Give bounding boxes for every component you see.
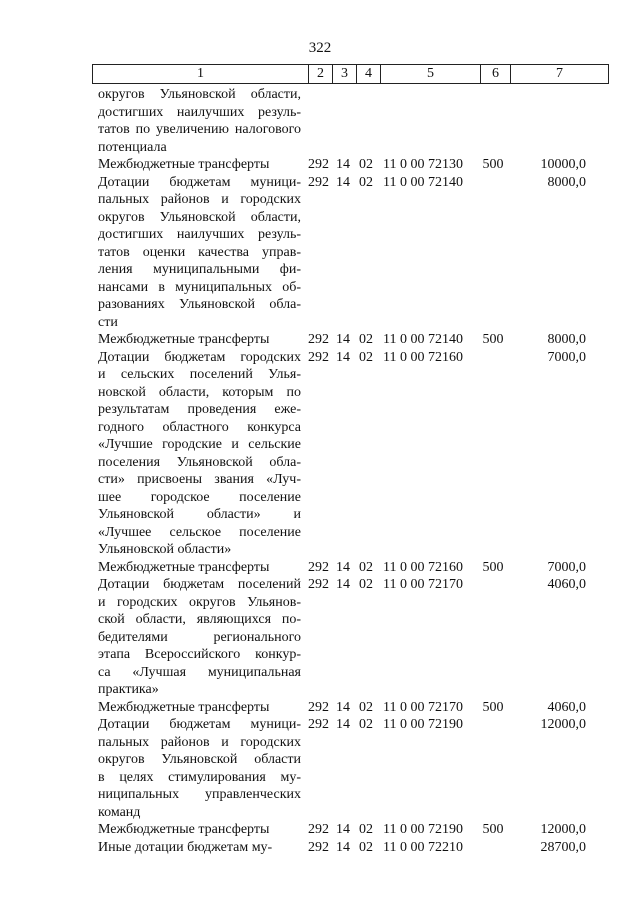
description-line: ниципальных управленческих	[98, 787, 301, 802]
row-col2: 292	[308, 839, 329, 855]
row-description	[98, 576, 301, 699]
row-col5: 11 0 00 72210	[383, 839, 463, 855]
row-col2: 292	[308, 559, 329, 575]
description-line: Дотации бюджетам муници-	[98, 174, 301, 190]
description-line: Дотации бюджетам поселений	[98, 577, 301, 592]
row-col4: 02	[359, 577, 373, 592]
row-col5: 11 0 00 72170	[383, 577, 463, 592]
row-col2: 292	[308, 577, 329, 592]
row-col3: 14	[336, 839, 350, 855]
row-col2: 292	[308, 822, 329, 837]
page-number: 322	[308, 40, 332, 56]
row-col3: 14	[336, 332, 350, 347]
description-line: этапа Всероссийского конкур-	[98, 647, 301, 662]
row-col4: 02	[359, 839, 373, 855]
row-col4: 02	[359, 822, 373, 837]
description-line: «Лучшее сельское поселение	[98, 524, 301, 540]
row-col2: 292	[308, 174, 329, 190]
row-col3: 14	[336, 577, 350, 592]
row-col6: 500	[482, 332, 504, 347]
description-line: ления муниципальными фи-	[98, 262, 301, 277]
description-line: сти	[98, 314, 118, 330]
row-col4: 02	[359, 332, 373, 347]
description-line: достигших наилучших резуль-	[98, 104, 301, 120]
row-col2: 292	[308, 332, 329, 347]
description-line: практика»	[98, 682, 159, 697]
description-line: и городских округов Ульянов-	[98, 594, 301, 610]
row-col4: 02	[359, 157, 373, 172]
description-line: достигших наилучших резуль-	[98, 227, 301, 242]
header-col-5: 5	[381, 65, 481, 83]
table-row	[0, 174, 640, 332]
table-row	[0, 716, 640, 821]
description-line: бедителями регионального	[98, 629, 301, 645]
row-col4: 02	[359, 349, 373, 365]
table-row	[0, 839, 640, 857]
row-description	[98, 86, 301, 156]
description-line: потенциала	[98, 139, 167, 155]
row-col3: 14	[336, 822, 350, 837]
description-line: годного областного конкурса	[98, 419, 301, 435]
description-line: разованиях Ульяновской обла-	[98, 297, 301, 312]
description-line: Межбюджетные трансферты	[98, 559, 270, 575]
row-description	[98, 839, 301, 857]
description-line: пальных районов и городских	[98, 734, 301, 750]
row-col5: 11 0 00 72190	[383, 822, 463, 837]
row-col7: 7000,0	[547, 559, 586, 575]
row-col6: 500	[482, 699, 504, 715]
row-col6: 500	[482, 822, 504, 837]
description-line: татов по увеличению налогового	[98, 122, 301, 137]
table-body	[0, 86, 640, 856]
table-row	[0, 821, 640, 839]
description-line: Межбюджетные трансферты	[98, 157, 270, 172]
table-row	[0, 699, 640, 717]
row-col4: 02	[359, 699, 373, 715]
row-description	[98, 699, 301, 717]
row-col7: 8000,0	[547, 174, 586, 190]
row-col3: 14	[336, 349, 350, 365]
description-line: Дотации бюджетам городских	[98, 349, 301, 365]
row-col7: 4060,0	[547, 577, 586, 592]
row-col5: 11 0 00 72140	[383, 332, 463, 347]
table-row	[0, 576, 640, 699]
header-col-6: 6	[481, 65, 511, 83]
description-line: пальных районов и городских	[98, 192, 301, 207]
description-line: ской области, являющихся по-	[98, 612, 301, 627]
row-col2: 292	[308, 157, 329, 172]
header-col-7: 7	[556, 66, 563, 81]
row-description	[98, 156, 301, 174]
row-col5: 11 0 00 72130	[383, 157, 463, 172]
table-row	[0, 86, 640, 156]
row-col2: 292	[308, 699, 329, 715]
description-line: новской области, которым по	[98, 384, 301, 400]
description-line: татов оценки качества управ-	[98, 244, 301, 260]
row-col7: 12000,0	[540, 717, 586, 732]
description-line: Ульяновской области»	[98, 542, 232, 557]
description-line: Межбюджетные трансферты	[98, 332, 270, 347]
description-line: Межбюджетные трансферты	[98, 822, 270, 837]
description-line: сти» присвоены звания «Луч-	[98, 472, 301, 487]
row-col7: 4060,0	[547, 699, 586, 715]
row-col5: 11 0 00 72170	[383, 699, 463, 715]
table-header	[92, 64, 609, 84]
row-col2: 292	[308, 349, 329, 365]
header-col-4: 4	[357, 65, 381, 83]
row-description	[98, 821, 301, 839]
table-row	[0, 559, 640, 577]
description-line: округов Ульяновской области,	[98, 87, 301, 102]
row-col3: 14	[336, 717, 350, 732]
row-col4: 02	[359, 174, 373, 190]
description-line: Ульяновской области» и	[98, 507, 301, 522]
row-col7: 12000,0	[540, 822, 586, 837]
row-description	[98, 174, 301, 332]
table-row	[0, 331, 640, 349]
row-col5: 11 0 00 72140	[383, 174, 463, 190]
row-col4: 02	[359, 559, 373, 575]
description-line: округов Ульяновской области,	[98, 209, 301, 225]
description-line: и сельских поселений Улья-	[98, 367, 301, 382]
row-col2: 292	[308, 717, 329, 732]
description-line: «Лучшие городские и сельские	[98, 437, 301, 452]
row-col5: 11 0 00 72160	[383, 559, 463, 575]
description-line: округов Ульяновской области	[98, 752, 301, 767]
row-description	[98, 331, 301, 349]
row-col4: 02	[359, 717, 373, 732]
row-col6: 500	[482, 559, 504, 575]
row-description	[98, 716, 301, 821]
description-line: нансами в муниципальных об-	[98, 279, 301, 295]
row-col6: 500	[482, 157, 504, 172]
row-col3: 14	[336, 157, 350, 172]
header-col-1: 1	[93, 65, 309, 83]
row-col3: 14	[336, 174, 350, 190]
row-col3: 14	[336, 559, 350, 575]
row-col5: 11 0 00 72190	[383, 717, 463, 732]
description-line: Иные дотации бюджетам му-	[98, 839, 273, 855]
description-line: в целях стимулирования му-	[98, 769, 301, 785]
header-col-2: 2	[309, 65, 333, 83]
description-line: поселения Ульяновской обла-	[98, 454, 301, 470]
row-col7: 7000,0	[547, 349, 586, 365]
header-col-3: 3	[333, 65, 357, 83]
row-col7: 10000,0	[540, 157, 586, 172]
description-line: шее городское поселение	[98, 489, 301, 505]
row-col3: 14	[336, 699, 350, 715]
row-col7: 28700,0	[540, 839, 586, 855]
row-description	[98, 349, 301, 559]
row-description	[98, 559, 301, 577]
description-line: Дотации бюджетам муници-	[98, 717, 301, 732]
description-line: Межбюджетные трансферты	[98, 699, 270, 715]
description-line: са «Лучшая муниципальная	[98, 664, 301, 680]
row-col5: 11 0 00 72160	[383, 349, 463, 365]
table-row	[0, 349, 640, 559]
description-line: команд	[98, 804, 141, 820]
table-row	[0, 156, 640, 174]
row-col7: 8000,0	[547, 332, 586, 347]
description-line: результатам проведения еже-	[98, 402, 301, 417]
